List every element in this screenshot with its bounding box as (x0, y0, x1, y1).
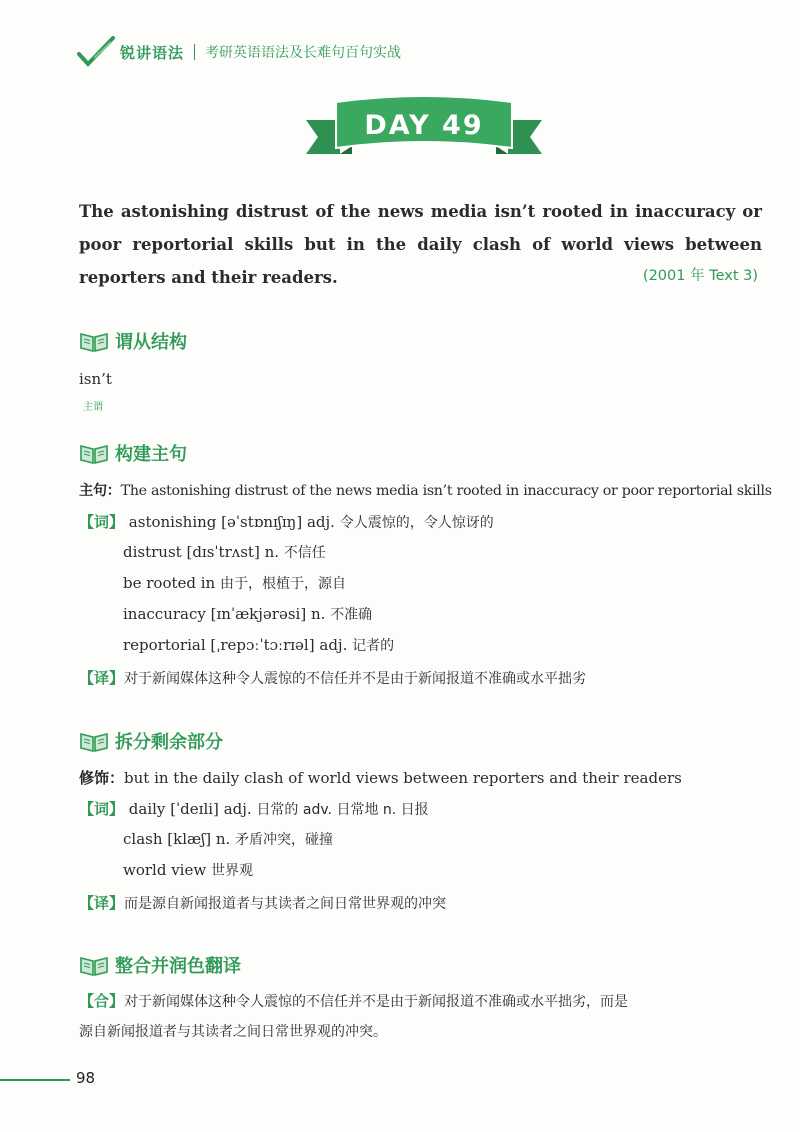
open-book-icon (79, 330, 109, 352)
combined-label: 【合】 (79, 992, 125, 1010)
vocab-phonetic: [klæʃ] (167, 830, 212, 848)
pen-check-icon (76, 34, 116, 70)
section-title: 谓从结构 (115, 332, 187, 353)
vocab-pos: adj. (319, 636, 348, 654)
main-clause-text: The astonishing distrust of the news media isn’t rooted in inaccuracy or poor reportorial skills (120, 483, 772, 499)
header-divider (194, 44, 195, 60)
vocab-phonetic: [ˌrepɔːˈtɔːrɪəl] (210, 636, 315, 654)
vocab-meaning: 记者的 (352, 638, 395, 654)
sentence-source: (2001 年 Text 3) (642, 268, 758, 284)
vocab-entry (123, 604, 372, 624)
modifier-text: but in the daily clash of world views between reporters and their readers (124, 769, 682, 787)
vocab-meaning: 令人震惊的，令人惊讶的 (339, 515, 494, 531)
combined-text-line1: 对于新闻媒体这种令人震惊的不信任并不是由于新闻报道不准确或水平拙劣，而是 (124, 994, 629, 1010)
translation-line (79, 892, 446, 913)
vocab-word: world view (123, 861, 207, 879)
open-book-icon (79, 730, 109, 752)
vocab-word: daily (128, 800, 166, 818)
page-header (76, 32, 401, 72)
vocab-phonetic: [ɪnˈækjərəsi] (210, 605, 307, 623)
main-clause-label: 主句： (79, 483, 121, 499)
combined-translation-line (79, 1021, 387, 1041)
section-title: 拆分剩余部分 (115, 732, 223, 753)
vocab-entry (123, 542, 326, 562)
translation-text: 而是源自新闻报道者与其读者之间日常世界观的冲突 (124, 896, 447, 912)
vocab-pos: adj. (223, 800, 252, 818)
vocab-entry (79, 511, 494, 532)
vocab-label: 【词】 (79, 800, 125, 818)
vocab-pos: n. (264, 543, 280, 561)
predicate-word: isn’t (79, 370, 112, 388)
book-subtitle: 考研英语语法及长难句百句实战 (205, 45, 402, 61)
modifier-label: 修饰： (79, 769, 125, 787)
footer-rule (0, 1079, 70, 1081)
vocab-word: be rooted in (123, 574, 216, 592)
vocab-meaning: 不信任 (283, 545, 326, 561)
vocab-entry (123, 829, 333, 849)
page-number: 98 (76, 1069, 96, 1087)
vocab-label: 【词】 (79, 513, 125, 531)
vocab-phonetic: [ˈdeɪli] (170, 800, 219, 818)
vocab-meaning: 日常的 adv. 日常地 n. 日报 (256, 802, 429, 818)
vocab-word: reportorial (123, 636, 206, 654)
vocab-meaning: 矛盾冲突，碰撞 (235, 832, 334, 848)
section-title: 整合并润色翻译 (115, 956, 241, 977)
brand-name: 锐讲语法 (120, 43, 185, 62)
vocab-word: astonishing (128, 513, 217, 531)
combined-translation-line (79, 990, 628, 1011)
vocab-meaning: 由于，根植于，源自 (220, 576, 346, 592)
vocab-phonetic: [əˈstɒnɪʃɪŋ] (221, 513, 303, 531)
vocab-pos: n. (310, 605, 326, 623)
section-title: 构建主句 (115, 444, 187, 465)
section-combine-polish (79, 952, 241, 978)
day-label: DAY 49 (364, 110, 484, 141)
main-clause-line (79, 480, 772, 500)
example-sentence: The astonishing distrust of the news media isn’t rooted in inaccuracy or poor reportorial skills but in the daily clash of world views between reporters and their readers. (79, 202, 762, 287)
vocab-pos: adj. (306, 513, 335, 531)
open-book-icon (79, 442, 109, 464)
vocab-word: inaccuracy (123, 605, 206, 623)
section-split-remaining (79, 728, 223, 754)
open-book-icon (79, 954, 109, 976)
section-build-main-clause (79, 440, 187, 466)
vocab-meaning: 世界观 (210, 863, 253, 879)
translation-label: 【译】 (79, 669, 125, 687)
translation-text: 对于新闻媒体这种令人震惊的不信任并不是由于新闻报道不准确或水平拙劣 (124, 671, 587, 687)
vocab-entry (123, 573, 346, 593)
vocab-meaning: 不准确 (330, 607, 373, 623)
vocab-word: distrust (123, 543, 182, 561)
vocab-phonetic: [dɪsˈtrʌst] (186, 543, 260, 561)
section-predicate-structure (79, 328, 187, 354)
vocab-entry (123, 635, 394, 655)
modifier-line (79, 767, 682, 788)
vocab-entry (123, 860, 253, 880)
vocab-entry (79, 798, 429, 819)
predicate-tag: 主谓 (83, 402, 103, 413)
translation-line (79, 667, 586, 688)
combined-text-line2: 源自新闻报道者与其读者之间日常世界观的冲突。 (79, 1024, 387, 1040)
vocab-pos: n. (215, 830, 231, 848)
vocab-word: clash (123, 830, 163, 848)
translation-label: 【译】 (79, 894, 125, 912)
